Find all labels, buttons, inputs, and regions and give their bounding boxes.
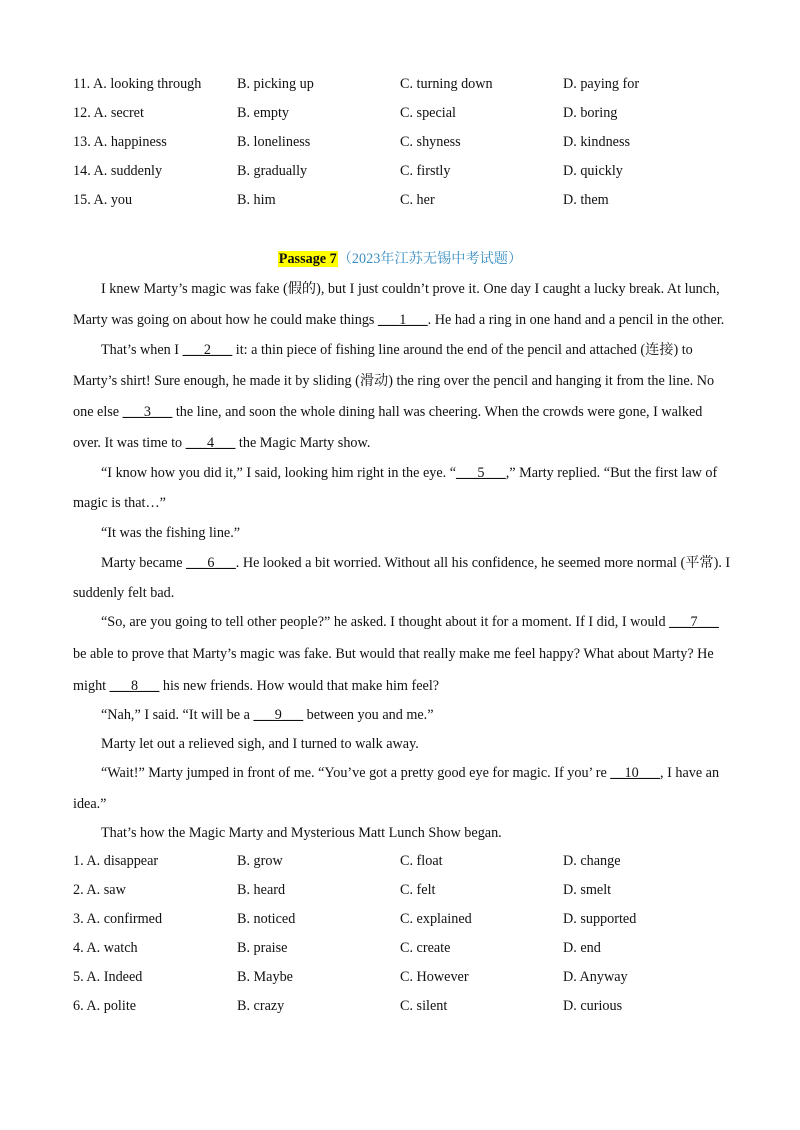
option-b: B. empty: [237, 105, 290, 121]
option-row-2: [0, 876, 800, 905]
passage-line: “So, are you going to tell other people?” he asked. I thought about it for a moment. If I did, I would ___7___: [101, 614, 719, 630]
option-c: C. However: [400, 969, 469, 985]
blank-9: ___9___: [253, 707, 304, 723]
option-b: B. him: [237, 192, 276, 208]
passage-line: “Nah,” I said. “It will be a ___9___ between you and me.”: [101, 707, 434, 723]
option-row-13: [0, 128, 800, 157]
blank-1: ___1___: [377, 312, 428, 328]
option-b: B. heard: [237, 882, 286, 898]
option-a: 2. A. saw: [73, 882, 126, 898]
option-a: 14. A. suddenly: [73, 163, 163, 179]
option-b: B. gradually: [237, 163, 308, 179]
option-c: C. float: [400, 853, 443, 869]
option-row-5: [0, 963, 800, 992]
option-b: B. praise: [237, 940, 288, 956]
option-d: D. supported: [563, 911, 637, 927]
option-b: B. noticed: [237, 911, 296, 927]
option-row-12: [0, 99, 800, 128]
option-row-15: [0, 186, 800, 215]
passage-line: magic is that…”: [73, 495, 166, 511]
option-b: B. Maybe: [237, 969, 293, 985]
passage-line: “It was the fishing line.”: [101, 525, 241, 541]
option-c: C. shyness: [400, 134, 461, 150]
blank-2: ___2___: [182, 342, 233, 358]
passage-line: over. It was time to ___4___ the Magic Marty show.: [73, 435, 371, 451]
option-c: C. silent: [400, 998, 448, 1014]
option-row-1: [0, 847, 800, 876]
option-a: 3. A. confirmed: [73, 911, 163, 927]
option-d: D. kindness: [563, 134, 630, 150]
option-a: 12. A. secret: [73, 105, 144, 121]
option-row-6: [0, 992, 800, 1021]
option-d: D. paying for: [563, 76, 640, 92]
option-c: C. her: [400, 192, 435, 208]
passage-line: I knew Marty’s magic was fake (假的), but I just couldn’t prove it. One day I caught a lucky break. At lunch,: [101, 281, 720, 297]
blank-3: ___3___: [122, 404, 173, 420]
option-c: C. turning down: [400, 76, 493, 92]
blank-6: ___6___: [186, 555, 236, 571]
option-b: B. crazy: [237, 998, 285, 1014]
option-c: C. felt: [400, 882, 436, 898]
option-a: 15. A. you: [73, 192, 133, 208]
passage-line: “Wait!” Marty jumped in front of me. “You’ve got a pretty good eye for magic. If you’ re __10___, I have an: [101, 765, 720, 781]
passage-line: Marty became ___6___. He looked a bit worried. Without all his confidence, he seemed more normal (平常). I: [101, 555, 731, 571]
blank-8: ___8___: [109, 678, 160, 694]
option-d: D. Anyway: [563, 969, 628, 985]
option-row-14: [0, 157, 800, 186]
passage-title: [0, 244, 800, 274]
passage-line: suddenly felt bad.: [73, 585, 175, 601]
passage-line: might ___8___ his new friends. How would that make him feel?: [73, 678, 440, 694]
option-d: D. change: [563, 853, 621, 869]
option-row-3: [0, 905, 800, 934]
option-b: B. grow: [237, 853, 283, 869]
passage-source: （2023年江苏无锡中考试题）: [337, 251, 523, 267]
blank-4: ___4___: [185, 435, 236, 451]
passage-line: be able to prove that Marty’s magic was fake. But would that really make me feel happy? What about Marty? He: [73, 646, 714, 662]
passage-line: “I know how you did it,” I said, looking him right in the eye. “___5___,” Marty replied. “But the first law of: [101, 465, 718, 481]
option-d: D. curious: [563, 998, 623, 1014]
passage-line: Marty was going on about how he could make things ___1___. He had a ring in one hand and a pencil in the other.: [73, 312, 725, 328]
option-a: 5. A. Indeed: [73, 969, 143, 985]
option-d: D. boring: [563, 105, 618, 121]
blank-7: ___7___: [669, 614, 719, 630]
option-c: C. firstly: [400, 163, 451, 179]
option-a: 1. A. disappear: [73, 853, 159, 869]
passage-label: Passage 7: [278, 251, 337, 267]
option-c: C. explained: [400, 911, 472, 927]
option-d: D. end: [563, 940, 601, 956]
option-a: 11. A. looking through: [73, 76, 202, 92]
option-a: 6. A. polite: [73, 998, 137, 1014]
option-a: 13. A. happiness: [73, 134, 167, 150]
option-d: D. quickly: [563, 163, 623, 179]
option-a: 4. A. watch: [73, 940, 138, 956]
passage-line: That’s when I ___2___ it: a thin piece of fishing line around the end of the pencil and attached (连接) to: [101, 342, 693, 358]
passage-line: idea.”: [73, 796, 107, 812]
passage-line: Marty’s shirt! Sure enough, he made it by sliding (滑动) the ring over the pencil and hanging it from the line. No: [73, 373, 715, 389]
option-d: D. them: [563, 192, 609, 208]
option-b: B. loneliness: [237, 134, 311, 150]
blank-5: ___5___: [456, 465, 506, 481]
option-row-11: [0, 70, 800, 99]
option-c: C. special: [400, 105, 456, 121]
option-b: B. picking up: [237, 76, 314, 92]
passage-line: one else ___3___ the line, and soon the whole dining hall was cheering. When the crowds were gone, I walked: [73, 404, 703, 420]
passage-line: Marty let out a relieved sigh, and I turned to walk away.: [101, 736, 419, 752]
passage-line: That’s how the Magic Marty and Mysterious Matt Lunch Show began.: [101, 825, 502, 841]
option-row-4: [0, 934, 800, 963]
option-d: D. smelt: [563, 882, 612, 898]
option-c: C. create: [400, 940, 451, 956]
blank-10: __10___: [610, 765, 660, 781]
